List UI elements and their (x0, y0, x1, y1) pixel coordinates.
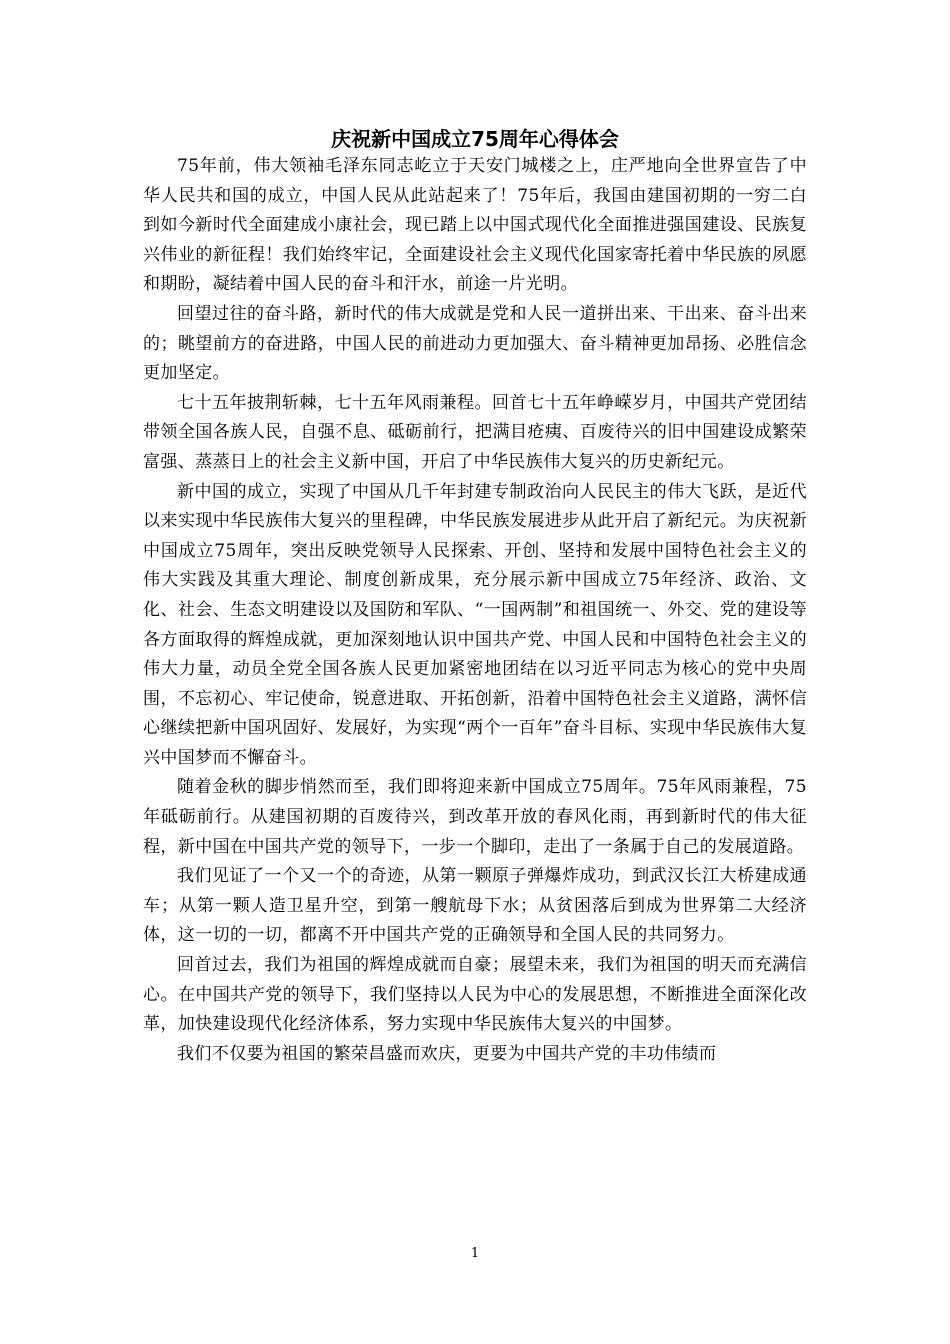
document-body (143, 152, 807, 1069)
paragraph-1: 75年前，伟大领袖毛泽东同志屹立于天安门城楼之上，庄严地向全世界宣告了中华人民共和国的成立，中国人民从此站起来了！75年后，我国由建国初期的一穷二白到如今新时代全面建成小康社会，现已踏上以中国式现代化全面推进强国建设、民族复兴伟业的新征程！我们始终牢记，全面建设社会主义现代化国家寄托着中华民族的夙愿和期盼，凝结着中国人民的奋斗和汗水，前途一片光明。 (143, 156, 807, 295)
paragraph-2: 回望过往的奋斗路，新时代的伟大成就是党和人民一道拼出来、干出来、奋斗出来的；眺望前方的奋进路，中国人民的前进动力更加强大、奋斗精神更加昂扬、必胜信念更加坚定。 (143, 303, 807, 384)
paragraph-7: 回首过去，我们为祖国的辉煌成就而自豪；展望未来，我们为祖国的明天而充满信心。在中国共产党的领导下，我们坚持以人民为中心的发展思想，不断推进全面深化改革，加快建设现代化经济体系，努力实现中华民族伟大复兴的中国梦。 (143, 955, 807, 1035)
document-title: 庆祝新中国成立75周年心得体会 (331, 127, 619, 151)
paragraph-3: 七十五年披荆斩棘，七十五年风雨兼程。回首七十五年峥嵘岁月，中国共产党团结带领全国各族人民，自强不息、砥砺前行，把满目疮痍、百废待兴的旧中国建设成繁荣富强、蒸蒸日上的社会主义新中国，开启了中华民族伟大复兴的历史新纪元。 (143, 392, 807, 472)
paragraph-4: 新中国的成立，实现了中国从几千年封建专制政治向人民民主的伟大飞跃，是近代以来实现中华民族伟大复兴的里程碑，中华民族发展进步从此开启了新纪元。为庆祝新中国成立75周年，突出反映党领导人民探索、开创、坚持和发展中国特色社会主义的伟大实践及其重大理论、制度创新成果，充分展示新中国成立75年经济、政治、文化、社会、生态文明建设以及国防和军队、“一国两制”和祖国统一、外交、党的建设等各方面取得的辉煌成就，更加深刻地认识中国共产党、中国人民和中国特色社会主义的伟大力量，动员全党全国各族人民更加紧密地团结在以习近平同志为核心的党中央周围，不忘初心、牢记使命，锐意进取、开拓创新，沿着中国特色社会主义道路，满怀信心继续把新中国巩固好、发展好，为实现“两个一百年”奋斗目标、实现中华民族伟大复兴中国梦而不懈奋斗。 (143, 481, 807, 768)
page-number: 1 (470, 1246, 480, 1261)
paragraph-5: 随着金秋的脚步悄然而至，我们即将迎来新中国成立75周年。75年风雨兼程，75年砥砺前行。从建国初期的百废待兴，到改革开放的春风化雨，再到新时代的伟大征程，新中国在中国共产党的领导下，一步一个脚印，走出了一条属于自己的发展道路。 (143, 777, 807, 857)
paragraph-6: 我们见证了一个又一个的奇迹，从第一颗原子弹爆炸成功，到武汉长江大桥建成通车；从第一颗人造卫星升空，到第一艘航母下水；从贫困落后到成为世界第二大经济体，这一切的一切，都离不开中国共产党的正确领导和全国人民的共同努力。 (143, 866, 807, 946)
paragraph-8: 我们不仅要为祖国的繁荣昌盛而欢庆，更要为中国共产党的丰功伟绩而 (177, 1043, 717, 1064)
